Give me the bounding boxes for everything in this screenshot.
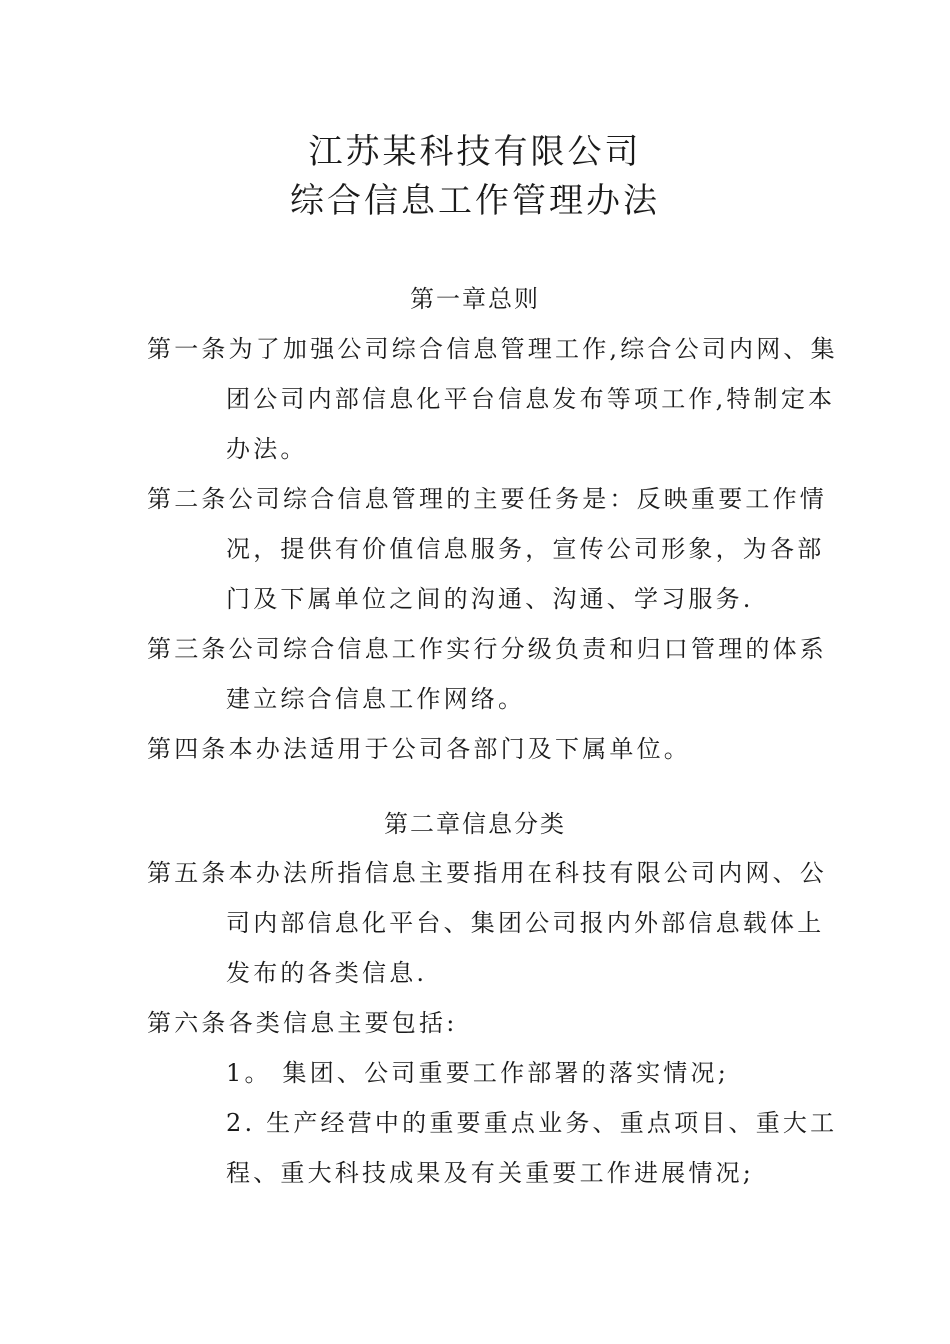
document-title-company: 江苏某科技有限公司 [308, 132, 642, 172]
article-3-line-2: 建立综合信息工作网络。 [226, 685, 526, 713]
article-1-line-1: 第一条为了加强公司综合信息管理工作,综合公司内网、集 [147, 335, 838, 363]
article-6-line-1: 第六条各类信息主要包括: [147, 1009, 458, 1037]
chapter-heading-general: 第一章总则 [410, 285, 540, 313]
article-5-line-1: 第五条本办法所指信息主要指用在科技有限公司内网、公 [147, 859, 827, 887]
article-5-line-2: 司内部信息化平台、集团公司报内外部信息载体上 [226, 909, 825, 937]
article-4-line-1: 第四条本办法适用于公司各部门及下属单位。 [147, 735, 691, 763]
list-item-1-line-1: 1。 集团、公司重要工作部署的落实情况; [226, 1059, 729, 1087]
list-item-2-line-2: 程、重大科技成果及有关重要工作进展情况; [226, 1159, 755, 1187]
article-1-line-3: 办法。 [226, 435, 308, 463]
article-5-line-3: 发布的各类信息. [226, 959, 428, 987]
article-3-line-1: 第三条公司综合信息工作实行分级负责和归口管理的体系 [147, 635, 827, 663]
chapter-heading-info-classification: 第二章信息分类 [384, 810, 566, 838]
list-item-2-line-1: 2. 生产经营中的重要重点业务、重点项目、重大工 [226, 1109, 838, 1137]
document-title-name: 综合信息工作管理办法 [290, 181, 660, 221]
article-2-line-2: 况，提供有价值信息服务，宣传公司形象，为各部 [226, 535, 825, 563]
article-2-line-1: 第二条公司综合信息管理的主要任务是：反映重要工作情 [147, 485, 827, 513]
article-1-line-2: 团公司内部信息化平台信息发布等项工作,特制定本 [226, 385, 836, 413]
article-2-line-3: 门及下属单位之间的沟通、沟通、学习服务. [226, 585, 754, 613]
